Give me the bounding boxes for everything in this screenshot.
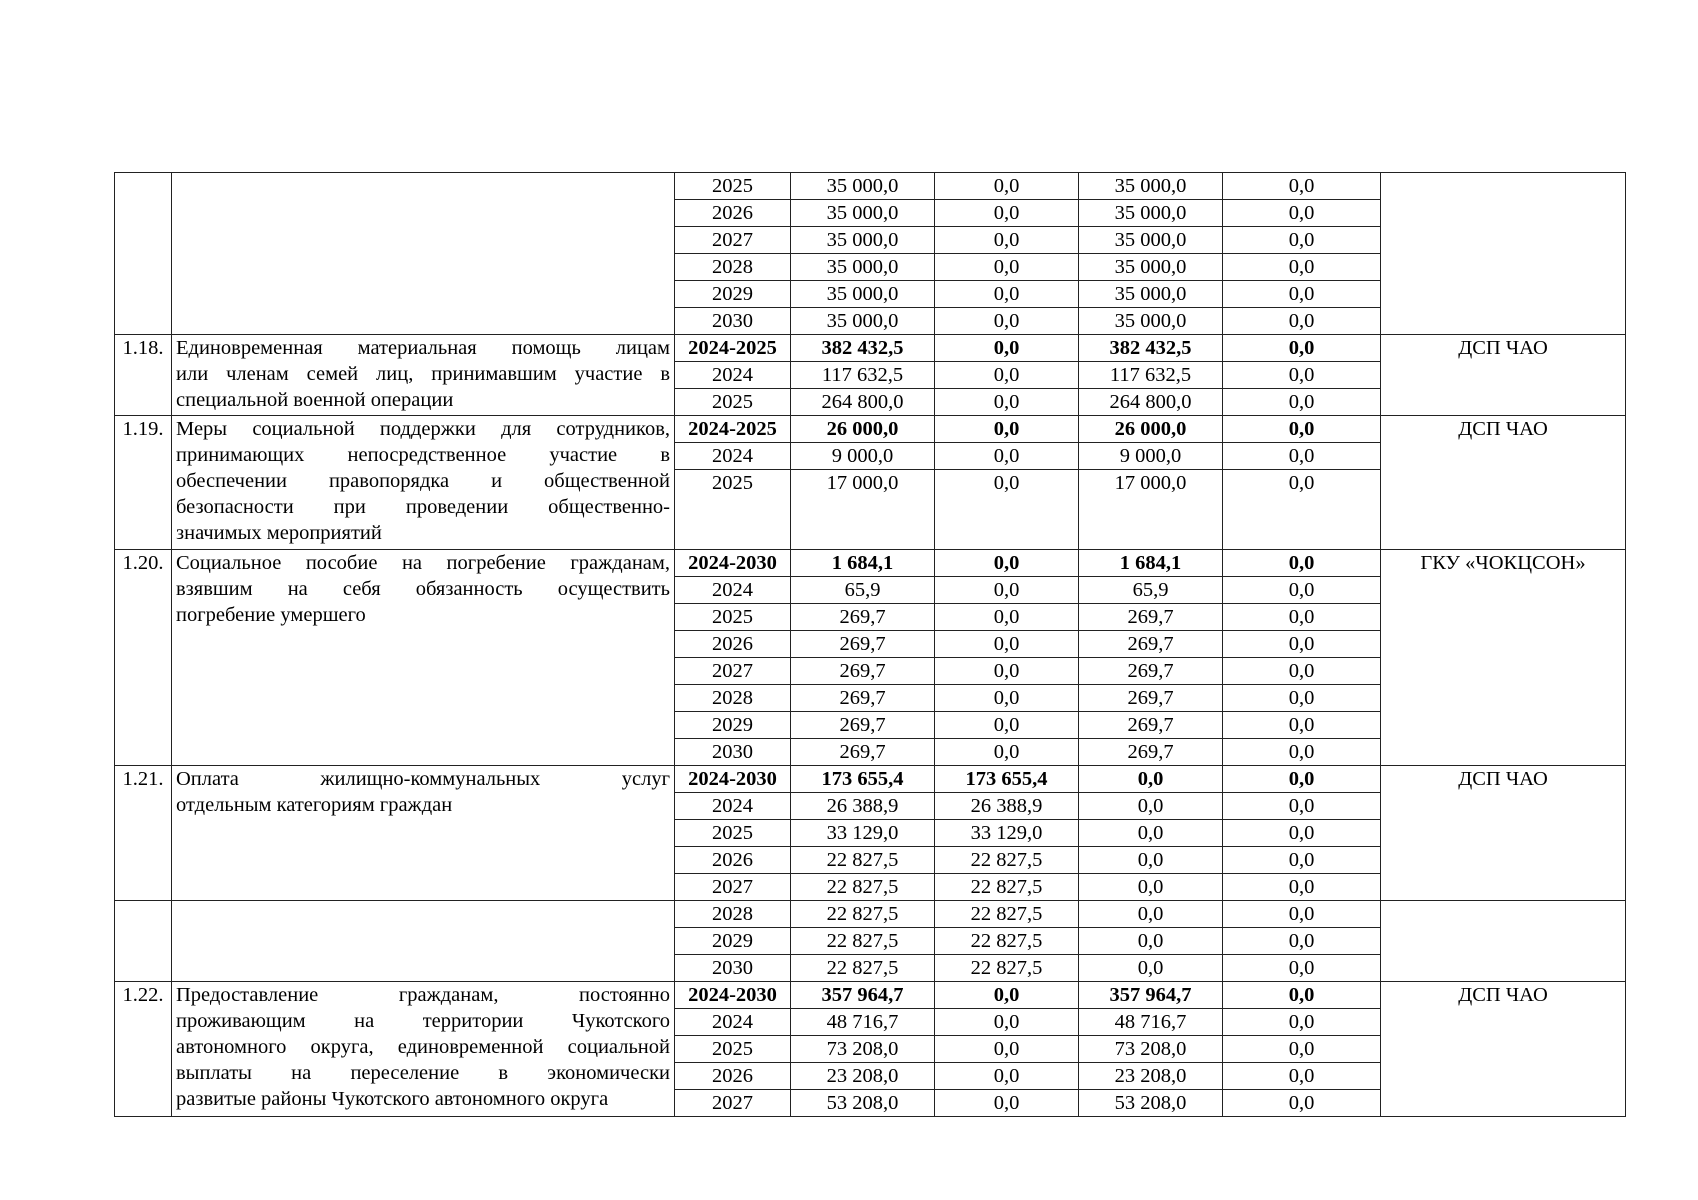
item-name-line: проживающим на территории Чукотского [176,1009,670,1032]
total-amount-cell: 269,7 [791,738,935,765]
item-name [172,416,675,550]
amount-cell: 0,0 [935,603,1079,630]
table-body [115,173,1626,1117]
amount-cell: 73 208,0 [1079,1035,1223,1062]
amount-cell: 0,0 [1079,873,1223,900]
amount-cell: 357 964,7 [1079,981,1223,1008]
amount-cell: 0,0 [1223,846,1381,873]
item-name-line: специальной военной операции [176,389,454,411]
executor-cell: ДСП ЧАО [1381,335,1626,416]
period-cell: 2028 [675,684,791,711]
period-cell: 2029 [675,711,791,738]
amount-cell: 0,0 [935,1062,1079,1089]
amount-cell: 382 432,5 [1079,335,1223,362]
amount-cell: 0,0 [1223,227,1381,254]
amount-cell: 48 716,7 [1079,1008,1223,1035]
amount-cell: 0,0 [935,254,1079,281]
period-cell: 2029 [675,281,791,308]
amount-cell: 53 208,0 [1079,1089,1223,1116]
total-amount-cell: 33 129,0 [791,819,935,846]
amount-cell: 0,0 [1223,630,1381,657]
amount-cell: 0,0 [1223,954,1381,981]
executor-cell: ДСП ЧАО [1381,416,1626,550]
amount-cell: 0,0 [1079,900,1223,927]
total-amount-cell: 26 388,9 [791,792,935,819]
amount-cell: 0,0 [1223,873,1381,900]
period-cell: 2024 [675,1008,791,1035]
item-name [172,981,675,1116]
amount-cell: 269,7 [1079,657,1223,684]
amount-cell: 269,7 [1079,738,1223,765]
amount-cell: 65,9 [1079,576,1223,603]
amount-cell: 0,0 [1223,416,1381,443]
executor-cell: ДСП ЧАО [1381,981,1626,1116]
period-cell: 2026 [675,630,791,657]
amount-cell: 0,0 [1223,765,1381,792]
total-amount-cell: 269,7 [791,657,935,684]
total-amount-cell: 22 827,5 [791,954,935,981]
amount-cell: 26 388,9 [935,792,1079,819]
total-amount-cell: 65,9 [791,576,935,603]
amount-cell: 0,0 [1079,927,1223,954]
item-name-line: обеспечении правопорядка и общественной [176,470,670,492]
amount-cell: 26 000,0 [1079,416,1223,443]
amount-cell: 0,0 [935,549,1079,576]
amount-cell: 1 684,1 [1079,549,1223,576]
period-cell: 2025 [675,819,791,846]
item-name-line: значимых мероприятий [176,522,382,544]
funding-table [114,172,1626,1117]
amount-cell: 0,0 [935,362,1079,389]
item-name [172,335,675,416]
table-row [115,416,1626,443]
item-name-line: или членам семей лиц, принимавшим участие в [176,363,670,385]
amount-cell: 0,0 [935,576,1079,603]
table-row [115,900,1626,927]
amount-cell: 35 000,0 [1079,254,1223,281]
period-cell: 2024 [675,362,791,389]
total-amount-cell: 269,7 [791,603,935,630]
item-name-line: Предоставление гражданам, постоянно [176,983,670,1006]
total-amount-cell: 48 716,7 [791,1008,935,1035]
total-amount-cell: 117 632,5 [791,362,935,389]
total-amount-cell: 35 000,0 [791,254,935,281]
period-cell: 2030 [675,954,791,981]
amount-cell: 35 000,0 [1079,308,1223,335]
executor-cell: ГКУ «ЧОКЦСОН» [1381,549,1626,765]
period-cell: 2024-2030 [675,765,791,792]
period-cell: 2027 [675,657,791,684]
period-cell: 2026 [675,200,791,227]
amount-cell: 0,0 [935,981,1079,1008]
amount-cell: 0,0 [1223,684,1381,711]
amount-cell: 0,0 [1079,846,1223,873]
item-name-line: погребение умершего [176,603,366,626]
amount-cell: 0,0 [935,1008,1079,1035]
amount-cell: 0,0 [1223,1035,1381,1062]
amount-cell: 0,0 [935,200,1079,227]
amount-cell: 22 827,5 [935,900,1079,927]
period-cell: 2025 [675,1035,791,1062]
period-cell: 2026 [675,846,791,873]
amount-cell: 269,7 [1079,630,1223,657]
table-row [115,981,1626,1008]
amount-cell: 35 000,0 [1079,281,1223,308]
item-number [115,900,172,981]
amount-cell: 0,0 [1079,819,1223,846]
amount-cell: 0,0 [1223,443,1381,470]
amount-cell: 22 827,5 [935,927,1079,954]
item-name [172,765,675,900]
period-cell: 2027 [675,1089,791,1116]
amount-cell: 0,0 [935,1089,1079,1116]
item-name-line: Единовременная материальная помощь лицам [176,337,670,359]
item-name-line: автономного округа, единовременной социальной [176,1035,670,1058]
item-name [172,173,675,335]
amount-cell: 22 827,5 [935,954,1079,981]
period-cell: 2028 [675,900,791,927]
amount-cell: 0,0 [1223,1008,1381,1035]
amount-cell: 9 000,0 [1079,443,1223,470]
total-amount-cell: 35 000,0 [791,200,935,227]
total-amount-cell: 1 684,1 [791,549,935,576]
amount-cell: 269,7 [1079,684,1223,711]
period-cell: 2024 [675,443,791,470]
period-cell: 2025 [675,389,791,416]
total-amount-cell: 35 000,0 [791,227,935,254]
amount-cell: 0,0 [1223,603,1381,630]
amount-cell: 35 000,0 [1079,200,1223,227]
amount-cell: 0,0 [935,1035,1079,1062]
total-amount-cell: 269,7 [791,630,935,657]
total-amount-cell: 35 000,0 [791,308,935,335]
amount-cell: 0,0 [935,308,1079,335]
total-amount-cell: 269,7 [791,684,935,711]
period-cell: 2027 [675,873,791,900]
amount-cell: 0,0 [935,711,1079,738]
amount-cell: 0,0 [1223,1062,1381,1089]
item-name [172,900,675,981]
amount-cell: 0,0 [1223,549,1381,576]
total-amount-cell: 264 800,0 [791,389,935,416]
amount-cell: 35 000,0 [1079,173,1223,200]
amount-cell: 0,0 [935,389,1079,416]
executor-cell [1381,900,1626,981]
period-cell: 2025 [675,470,791,550]
amount-cell: 0,0 [1223,927,1381,954]
amount-cell: 0,0 [1223,738,1381,765]
total-amount-cell: 382 432,5 [791,335,935,362]
table-row [115,549,1626,576]
item-name-line: выплаты на переселение в экономически [176,1061,670,1084]
amount-cell: 0,0 [1079,765,1223,792]
total-amount-cell: 26 000,0 [791,416,935,443]
amount-cell: 0,0 [935,657,1079,684]
item-name-line: Социальное пособие на погребение гражданам, [176,551,670,574]
period-cell: 2025 [675,603,791,630]
amount-cell: 0,0 [1223,819,1381,846]
item-name [172,549,675,765]
item-name-line: развитые районы Чукотского автономного округа [176,1087,609,1110]
amount-cell: 0,0 [1223,335,1381,362]
period-cell: 2024-2025 [675,416,791,443]
amount-cell: 0,0 [1223,200,1381,227]
amount-cell: 0,0 [1223,254,1381,281]
total-amount-cell: 22 827,5 [791,900,935,927]
amount-cell: 33 129,0 [935,819,1079,846]
amount-cell: 0,0 [1079,792,1223,819]
total-amount-cell: 35 000,0 [791,281,935,308]
amount-cell: 0,0 [1223,470,1381,550]
item-name-line: безопасности при проведении общественно- [176,496,670,518]
table-row [115,173,1626,200]
amount-cell: 17 000,0 [1079,470,1223,550]
total-amount-cell: 357 964,7 [791,981,935,1008]
item-number: 1.18. [115,335,172,416]
total-amount-cell: 73 208,0 [791,1035,935,1062]
total-amount-cell: 173 655,4 [791,765,935,792]
total-amount-cell: 22 827,5 [791,846,935,873]
amount-cell: 0,0 [935,738,1079,765]
total-amount-cell: 22 827,5 [791,873,935,900]
amount-cell: 0,0 [1223,362,1381,389]
table-row [115,765,1626,792]
total-amount-cell: 17 000,0 [791,470,935,550]
amount-cell: 0,0 [935,173,1079,200]
amount-cell: 0,0 [1079,954,1223,981]
period-cell: 2030 [675,738,791,765]
item-name-line: Оплата жилищно-коммунальных услуг [176,767,670,790]
amount-cell: 117 632,5 [1079,362,1223,389]
amount-cell: 22 827,5 [935,873,1079,900]
item-number: 1.21. [115,765,172,900]
period-cell: 2025 [675,173,791,200]
amount-cell: 0,0 [1223,308,1381,335]
amount-cell: 22 827,5 [935,846,1079,873]
period-cell: 2024-2030 [675,981,791,1008]
amount-cell: 35 000,0 [1079,227,1223,254]
executor-cell: ДСП ЧАО [1381,765,1626,900]
total-amount-cell: 22 827,5 [791,927,935,954]
amount-cell: 0,0 [935,281,1079,308]
item-number [115,173,172,335]
amount-cell: 0,0 [935,684,1079,711]
amount-cell: 0,0 [935,335,1079,362]
item-number: 1.20. [115,549,172,765]
total-amount-cell: 53 208,0 [791,1089,935,1116]
period-cell: 2024 [675,792,791,819]
amount-cell: 173 655,4 [935,765,1079,792]
period-cell: 2024 [675,576,791,603]
executor-cell [1381,173,1626,335]
period-cell: 2030 [675,308,791,335]
amount-cell: 23 208,0 [1079,1062,1223,1089]
amount-cell: 0,0 [1223,900,1381,927]
amount-cell: 0,0 [1223,657,1381,684]
period-cell: 2027 [675,227,791,254]
item-name-line: отдельным категориям граждан [176,793,453,816]
amount-cell: 0,0 [1223,576,1381,603]
amount-cell: 0,0 [1223,1089,1381,1116]
period-cell: 2024-2030 [675,549,791,576]
item-name-line: принимающих непосредственное участие в [176,444,670,466]
total-amount-cell: 35 000,0 [791,173,935,200]
amount-cell: 0,0 [935,630,1079,657]
amount-cell: 0,0 [935,227,1079,254]
table-row [115,335,1626,362]
period-cell: 2029 [675,927,791,954]
item-number: 1.19. [115,416,172,550]
amount-cell: 0,0 [935,470,1079,550]
amount-cell: 0,0 [1223,981,1381,1008]
amount-cell: 0,0 [935,416,1079,443]
amount-cell: 0,0 [1223,792,1381,819]
total-amount-cell: 9 000,0 [791,443,935,470]
amount-cell: 0,0 [1223,389,1381,416]
item-name-line: Меры социальной поддержки для сотрудников, [176,418,670,440]
amount-cell: 0,0 [935,443,1079,470]
amount-cell: 0,0 [1223,173,1381,200]
amount-cell: 264 800,0 [1079,389,1223,416]
total-amount-cell: 269,7 [791,711,935,738]
amount-cell: 269,7 [1079,711,1223,738]
period-cell: 2024-2025 [675,335,791,362]
total-amount-cell: 23 208,0 [791,1062,935,1089]
period-cell: 2028 [675,254,791,281]
period-cell: 2026 [675,1062,791,1089]
amount-cell: 0,0 [1223,281,1381,308]
item-number: 1.22. [115,981,172,1116]
item-name-line: взявшим на себя обязанность осуществить [176,577,670,600]
amount-cell: 0,0 [1223,711,1381,738]
amount-cell: 269,7 [1079,603,1223,630]
